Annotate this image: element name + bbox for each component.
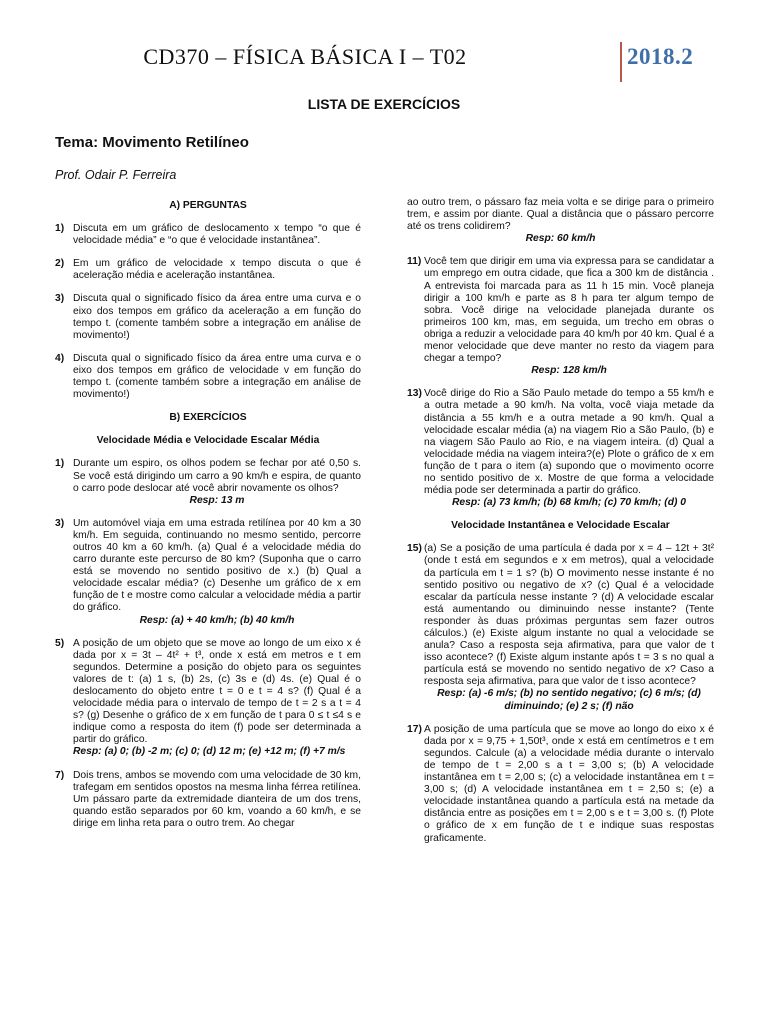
question-item bbox=[55, 293, 361, 341]
exercise-item bbox=[407, 388, 714, 509]
exercise-text: Você tem que dirigir em uma via expressa para se candidatar a um emprego em outra cidade, que fica a 300 km de distância . A entrevista foi marcada para as 11 h 15 min. Você planeja dirigir a 100 km/h e parte as 8 h para ter algum tempo de sobra. Você dirige na velocidade planejada durante os primeiros 100 km, mas, em seguida, um trecho em obras o obriga a reduzir a velocidade para 40 km/h por 40 km. Qual é a menor velocidade que deve manter no resto da viagem para chegar a tempo? bbox=[424, 256, 714, 365]
exercise-item bbox=[407, 543, 714, 712]
exercise-text: Você dirige do Rio a São Paulo metade do tempo a 55 km/h e a outra metade a 90 km/h. Na volta, você viaja metade da distância a 55 km/h e a outra metade a 90 km/h. Qual a velocidade escalar média (a) na viagem Rio a São Paulo, (b) e na viagem São Paulo ao Rio, e na viagem inteira. (d) Qual a velocidade média na viagem inteira?(e) Plote o gráfico de x em função de t para o item (a) supondo que o movimento ocorre no sentido positivo de x. Mostre de que forma a velocidade média pode ser determinada a partir do gráfico. bbox=[424, 388, 714, 497]
subsection-heading: Velocidade Instantânea e Velocidade Escalar bbox=[451, 520, 670, 532]
question-number: 1) bbox=[55, 223, 65, 235]
exercise-answer: Resp: 60 km/h bbox=[525, 233, 596, 245]
question-item bbox=[55, 353, 361, 401]
exercise-continuation bbox=[407, 197, 714, 245]
exercise-text: Durante um espiro, os olhos podem se fechar por até 0,50 s. Se você está dirigindo um carro a 90 km/h e espira, de quanto o carro pode deslocar até você abrir novamente os olhos? bbox=[73, 458, 361, 494]
exercise-item bbox=[407, 724, 714, 845]
exercise-item bbox=[55, 638, 361, 759]
left-column bbox=[55, 197, 361, 841]
exercise-number: 17) bbox=[407, 723, 422, 735]
question-text: Discuta qual o significado físico da área entre uma curva e o eixo dos tempos em gráfico da aceleração a em função do tempo t. (comente também sobre a integração em análise de movimento!) bbox=[73, 293, 361, 341]
exercise-number: 7) bbox=[55, 769, 65, 781]
page-header-title: CD370 – FÍSICA BÁSICA I – T02 bbox=[143, 44, 467, 69]
exercise-text: A posição de um objeto que se move ao longo de um eixo x é dada por x = 3t – 4t² + t³, onde x está em metros e t em segundos. Determine a posição do objeto para os seguintes valores de t: (a) 1 s, (b) 2s, (c) 3s e (d) 4s. (e) Qual é o deslocamento do objeto entre t = 0 e t = 4 s? (f) Qual é a velocidade média para o intervalo de tempo de t = 2 s a t = 4 s? (g) Desenhe o gráfico de x em função de t para 0 ≤ t ≤4 s e indique como a resposta do item (f) pode ser determinada a partir do gráfico. bbox=[73, 637, 361, 746]
exercise-number: 13) bbox=[407, 388, 422, 400]
exercise-text: A posição de uma partícula que se move ao longo do eixo x é dada por x = 9,75 + 1,50t³, onde x está em centímetros e t em segundos. Calcule (a) a velocidade média durante o intervalo de tempo de t = 2,00 s a t = 3,00 s; (b) A velocidade instantânea em t = 2,00 s; (c) a velocidade instantânea em t = 3,00 s; (d) A velocidade instantânea em t = 2,50 s; (e) a velocidade instantânea quando a partícula está na metade da distância entre as posições em t = 2,00 s e t = 3,00 s. (f) Plote o gráfico de x em função de t e indique suas respostas graficamente. bbox=[424, 723, 714, 844]
question-number: 4) bbox=[55, 352, 65, 364]
exercise-text: Um automóvel viaja em uma estrada retilínea por 40 km a 30 km/h. Em seguida, continuando no mesmo sentido, percorre outros 40 km a 60 km/h. (a) Qual é a velocidade média do carro durante este percurso de 80 km? (Suponha que o carro está se movendo no sentido positivo de x.) (b) Qual a velocidade escalar média? (c) Desenhe um gráfico de x em função de t e mostre como calcular a velocidade média a partir do gráfico. bbox=[73, 517, 361, 614]
section-b-heading: B) EXERCÍCIOS bbox=[169, 412, 247, 424]
exercise-text: (a) Se a posição de uma partícula é dada por x = 4 – 12t + 3t² (onde t está em segundos e x em metros), qual a velocidade da partícula em t = 1 s? (b) O movimento nesse instante é no sentido positivo ou negativo de x? (c) Qual é a velocidade escalar da partícula nesse instante ? (d) A velocidade escalar está aumentando ou diminuindo nesse instante? (Tente responder às duas próximas perguntas sem fazer outros cálculos.) (e) Existe algum instante no qual a velocidade se anula? Caso a resposta seja afirmativa, para que valor de t isso acontece? (f) Existe algum instante após t = 3 s no qual a partícula está se movendo no sentido negativo de x? Caso a resposta seja afirmativa, para que valor de t isso acontece? bbox=[424, 543, 714, 688]
exercise-text: Dois trens, ambos se movendo com uma velocidade de 30 km, trafegam em sentidos opostos na mesma linha férrea retilínea. Um pássaro parte da extremidade dianteira de um dos trens, quando estão separados por 60 km, voando a 60 km/h, e se dirige em linha reta para o outro trem. Ao chegar bbox=[73, 769, 361, 829]
exercise-answer: Resp: (a) 0; (b) -2 m; (c) 0; (d) 12 m; (e) +12 m; (f) +7 m/s bbox=[73, 746, 346, 758]
header-year: 2018.2 bbox=[627, 44, 694, 69]
exercise-answer: Resp: 128 km/h bbox=[531, 365, 607, 377]
right-column bbox=[407, 197, 714, 856]
exercise-number: 11) bbox=[407, 256, 422, 268]
question-number: 2) bbox=[55, 258, 65, 270]
exercise-answer: Resp: (a) -6 m/s; (b) no sentido negativo; (c) 6 m/s; (d) diminuindo; (e) 2 s; (f) não bbox=[437, 688, 701, 712]
section-a-heading: A) PERGUNTAS bbox=[169, 200, 247, 211]
exercise-number: 3) bbox=[55, 517, 65, 529]
exercise-answer: Resp: (a) 73 km/h; (b) 68 km/h; (c) 70 km/h; (d) 0 bbox=[451, 497, 686, 509]
topic-heading: Tema: Movimento Retilíneo bbox=[55, 134, 249, 151]
question-text: Discuta qual o significado físico da área entre uma curva e o eixo dos tempos em gráfico de velocidade v em função do tempo t. (comente também sobre a integração em análise de movimento!) bbox=[73, 352, 361, 401]
exercise-text: ao outro trem, o pássaro faz meia volta e se dirige para o primeiro trem, e assim por diante. Qual a distância que o pássaro percorre até os trens colidirem? bbox=[407, 197, 714, 233]
exercise-item bbox=[55, 458, 361, 506]
question-text: Em um gráfico de velocidade x tempo discuta o que é aceleração média e aceleração instantânea. bbox=[73, 258, 361, 282]
exercise-item bbox=[55, 518, 361, 627]
exercise-answer: Resp: 13 m bbox=[189, 494, 245, 506]
exercise-number: 1) bbox=[55, 458, 65, 470]
exercise-number: 5) bbox=[55, 637, 65, 649]
exercise-item bbox=[407, 256, 714, 377]
exercise-item bbox=[55, 770, 361, 830]
list-title: LISTA DE EXERCÍCIOS bbox=[307, 96, 461, 112]
question-text: Discuta em um gráfico de deslocamento x tempo “o que é velocidade média” e “o que é velocidade instantânea”. bbox=[73, 223, 361, 247]
header-divider bbox=[620, 42, 622, 82]
question-item bbox=[55, 258, 361, 282]
question-item bbox=[55, 223, 361, 247]
exercise-number: 15) bbox=[407, 543, 422, 555]
professor-name: Prof. Odair P. Ferreira bbox=[55, 168, 177, 182]
exercise-answer: Resp: (a) + 40 km/h; (b) 40 km/h bbox=[139, 614, 295, 626]
subsection-heading: Velocidade Média e Velocidade Escalar Média bbox=[96, 435, 320, 447]
question-number: 3) bbox=[55, 293, 65, 305]
